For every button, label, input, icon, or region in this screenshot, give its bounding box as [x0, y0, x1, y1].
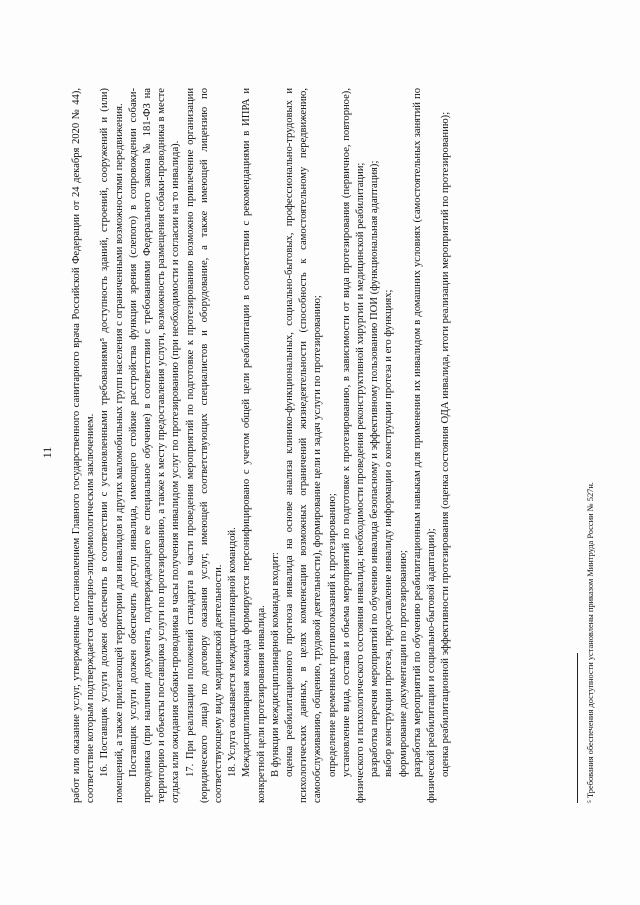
paragraph-p7: В функции междисциплинарной команды входит: [269, 552, 281, 777]
footnote: ⁵ Требования обеспечения доступности установлены приказом Минтруда России № 527н. [586, 482, 595, 803]
page-number: 11 [40, 446, 54, 459]
paragraph-p4: 17. При реализации положений стандарта в части проведения мероприятий по подготовке к протезированию возможно привлечение организации (юридического лица) по договору оказания услуг, имеющей соответствующих специалистов и оборудование, а также имеющей лицензию по соответствующему виду медицинской деятельности. [184, 88, 225, 803]
paragraph-p6: Междисциплинарная команда формируется персонифицировано с учетом общей цели реабилитации в соответствии с рекомендациями в ИПРА и конкретной цели протезирования инвалида. [241, 88, 267, 803]
paragraph-p10: установление вида, состава и объема мероприятий по подготовке к протезированию, в зависимости от вида протезирования (первичное, повторное), физического и психологического состояния инвалида; необходимости проведения реконструктивной хирургии и медицинской реабилитации; [340, 88, 367, 803]
paragraph-p11: разработка перечня мероприятий по обучению инвалида безопасному и эффективному пользованию ПОИ (функциональная адаптация); [369, 160, 381, 777]
paragraph-p8: оценка реабилитационного прогноза инвалида на основе анализа клинико-функциональных, социально-бытовых, профессионально-трудовых и психологических данных, в целях компенсации возможных ограничений жизнедеятельности (способность к самостоятельному передвижению, самообслуживанию, общению, трудовой деятельности), формирование цели и задач услуги по протезированию; [284, 88, 324, 803]
footnote-divider [577, 653, 578, 803]
paragraph-p12: выбор конструкции протеза, предоставление инвалиду информации о конструкции протеза и его функциях; [383, 289, 395, 777]
paragraph-p5: 18. Услуга оказывается междисциплинарной командой. [227, 527, 239, 777]
paragraph-p13: формирование документации по протезированию; [397, 550, 409, 777]
paragraph-p9: определение временных противопоказаний к протезированию; [326, 493, 338, 777]
paragraph-p3: Поставщик услуги должен обеспечить доступ инвалида, имеющего стойкие расстройства функции зрения (слепого) в сопровождении собаки-проводника (при наличии документа, подтверждающего ее специальное обучение) в соответствии с требованиями Федерального закона № 181-ФЗ на территорию и объекты поставщика услуги по протезированию, а также к месту предоставления услуги, возможность размещения собаки-проводника в месте отдыха или ожидания собаки-проводника в часы получения инвалидом услуг по протезированию (при необходимости и согласии на то инвалида). [127, 88, 182, 803]
paragraph-p1: работ или оказание услуг, утвержденные постановлением Главного государственного санитарного врача Российской Федерации от 24 декабря 2020 № 44), соответствие которым подтверждается санитарно-эпидемиологическим заключением. [71, 88, 97, 803]
paragraph-p2: 16. Поставщик услуги должен обеспечить в соответствии с установленными требованиями⁵ доступность зданий, строений, сооружений и (или) помещений, а также прилегающей территории для инвалидов и других маломобильных групп населения с ограниченными возможностями передвижения. [99, 88, 125, 803]
paragraph-p15: оценка реабилитационной эффективности протезирования (оценка состояния ОДА инвалида, итоги реализации мероприятий по протезированию); [440, 111, 452, 777]
paragraph-p14: разработка мероприятий по обучению реабилитационным навыкам для применения их инвалидом в домашних условиях (самостоятельных занятий по физической реабилитации и социально-бытовой адаптации); [411, 88, 438, 803]
document-body [70, 88, 453, 803]
